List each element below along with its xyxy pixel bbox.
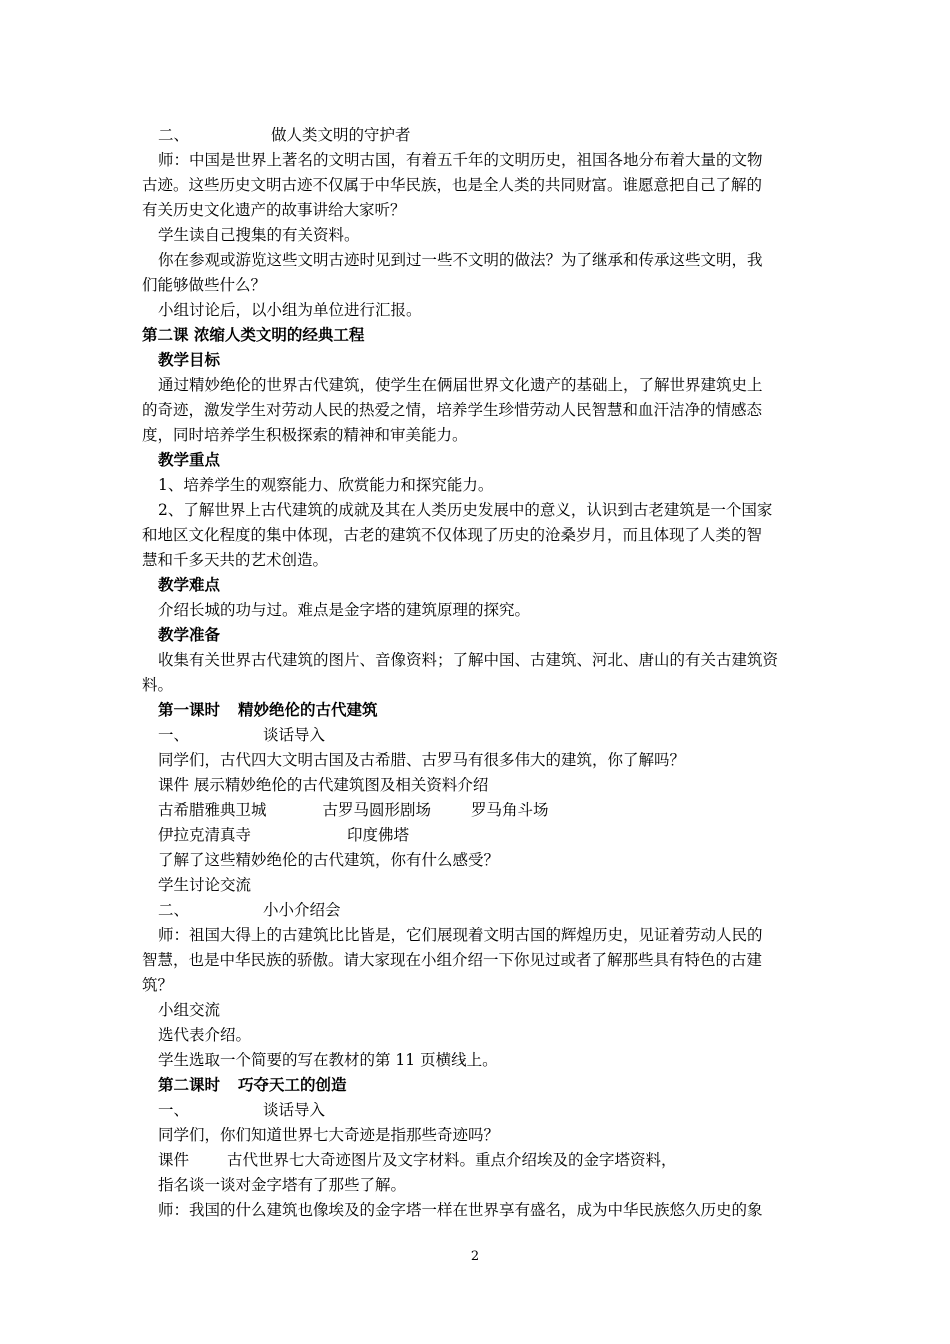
- subheading-key-points: 教学重点: [158, 450, 221, 469]
- paragraph-line: 们能够做些什么？: [142, 276, 267, 294]
- section-heading: [158, 1099, 826, 1121]
- paragraph-line: 指名谈一谈对金字塔有了那些了解。: [158, 1176, 407, 1194]
- building-name: 伊拉克清真寺: [158, 826, 252, 844]
- heading-text: 谈话导入: [263, 1101, 326, 1119]
- heading-number: 二、: [158, 126, 190, 144]
- paragraph-line: 小组讨论后，以小组为单位进行汇报。: [158, 301, 422, 319]
- paragraph-line: 有关历史文化遗产的故事讲给大家听？: [142, 201, 406, 219]
- paragraph-line: 智慧，也是中华民族的骄傲。请大家现在小组介绍一下你见过或者了解那些具有特色的古建: [142, 951, 763, 969]
- building-name: 古罗马圆形剧场: [322, 801, 432, 819]
- list-item: 2、了解世界上古代建筑的成就及其在人类历史发展中的意义，认识到古老建筑是一个国家: [158, 501, 773, 519]
- paragraph-line: 通过精妙绝伦的世界古代建筑，使学生在俩届世界文化遗产的基础上，了解世界建筑史上: [158, 376, 763, 394]
- heading-text: 做人类文明的守护者: [271, 126, 411, 144]
- paragraph-line: 选代表介绍。: [158, 1026, 252, 1044]
- building-list-row: [158, 799, 826, 821]
- building-name: 印度佛塔: [347, 826, 410, 844]
- paragraph-line: 古迹。这些历史文明古迹不仅属于中华民族，也是全人类的共同财富。谁愿意把自己了解的: [142, 176, 763, 194]
- paragraph-line: 同学们，你们知道世界七大奇迹是指那些奇迹吗？: [158, 1126, 500, 1144]
- period-heading: [158, 699, 826, 721]
- paragraph-line: 筑？: [142, 976, 174, 994]
- building-list-row: [158, 824, 826, 846]
- heading-text: 小小介绍会: [263, 901, 341, 919]
- subheading-objectives: 教学目标: [158, 350, 221, 369]
- courseware-label: 课件: [158, 1151, 190, 1169]
- subheading-difficulties: 教学难点: [158, 575, 221, 594]
- paragraph-line: 度，同时培养学生积极探索的精神和审美能力。: [142, 426, 468, 444]
- period-title: 巧夺天工的创造: [238, 1075, 347, 1094]
- paragraph-line: 的奇迹，激发学生对劳动人民的热爱之情，培养学生珍惜劳动人民智慧和血汗洁净的情感态: [142, 401, 763, 419]
- paragraph-line: 了解了这些精妙绝伦的古代建筑，你有什么感受？: [158, 851, 500, 869]
- paragraph-line: 学生读自己搜集的有关资料。: [158, 226, 360, 244]
- paragraph-line: 你在参观或游览这些文明古迹时见到过一些不文明的做法？为了继承和传承这些文明，我: [158, 251, 763, 269]
- subheading-preparation: 教学准备: [158, 625, 221, 644]
- paragraph-line: [158, 1149, 826, 1171]
- paragraph-line: 师：祖国大得上的古建筑比比皆是，它们展现着文明古国的辉煌历史，见证着劳动人民的: [158, 926, 763, 944]
- period-label: 第一课时: [158, 700, 221, 719]
- period-heading: [158, 1074, 826, 1096]
- paragraph-line: 师：中国是世界上著名的文明古国，有着五千年的文明历史，祖国各地分布着大量的文物: [158, 151, 763, 169]
- paragraph-line: 小组交流: [158, 1001, 221, 1019]
- courseware-text: 古代世界七大奇迹图片及文字材料。重点介绍埃及的金字塔资料，: [227, 1151, 677, 1169]
- heading-number: 二、: [158, 901, 190, 919]
- page-number: 2: [470, 1249, 480, 1264]
- paragraph-line: 学生选取一个简要的写在教材的第 11 页横线上。: [158, 1051, 498, 1069]
- building-name: 古希腊雅典卫城: [158, 801, 267, 819]
- heading-number: 一、: [158, 726, 190, 744]
- building-name: 罗马角斗场: [471, 801, 549, 819]
- section-heading: [158, 724, 826, 746]
- period-title: 精妙绝伦的古代建筑: [238, 700, 378, 719]
- period-label: 第二课时: [158, 1075, 221, 1094]
- paragraph-line: 收集有关世界古代建筑的图片、音像资料；了解中国、古建筑、河北、唐山的有关古建筑资: [158, 651, 779, 669]
- heading-text: 谈话导入: [263, 726, 326, 744]
- paragraph-line: 课件 展示精妙绝伦的古代建筑图及相关资料介绍: [158, 776, 489, 794]
- lesson-title: 第二课 浓缩人类文明的经典工程: [142, 325, 365, 344]
- section-heading: [158, 899, 826, 921]
- paragraph-line: 和地区文化程度的集中体现，古老的建筑不仅体现了历史的沧桑岁月，而且体现了人类的智: [142, 526, 763, 544]
- section-heading: [158, 124, 826, 146]
- paragraph-line: 同学们，古代四大文明古国及古希腊、古罗马有很多伟大的建筑，你了解吗？: [158, 751, 686, 769]
- list-item: 1、培养学生的观察能力、欣赏能力和探究能力。: [158, 476, 494, 494]
- paragraph-line: 学生讨论交流: [158, 876, 252, 894]
- paragraph-line: 料。: [142, 676, 174, 694]
- heading-number: 一、: [158, 1101, 190, 1119]
- paragraph-line: 慧和千多天共的艺术创造。: [142, 551, 329, 569]
- paragraph-line: 介绍长城的功与过。难点是金字塔的建筑原理的探究。: [158, 601, 531, 619]
- paragraph-line: 师：我国的什么建筑也像埃及的金字塔一样在世界享有盛名，成为中华民族悠久历史的象: [158, 1201, 763, 1219]
